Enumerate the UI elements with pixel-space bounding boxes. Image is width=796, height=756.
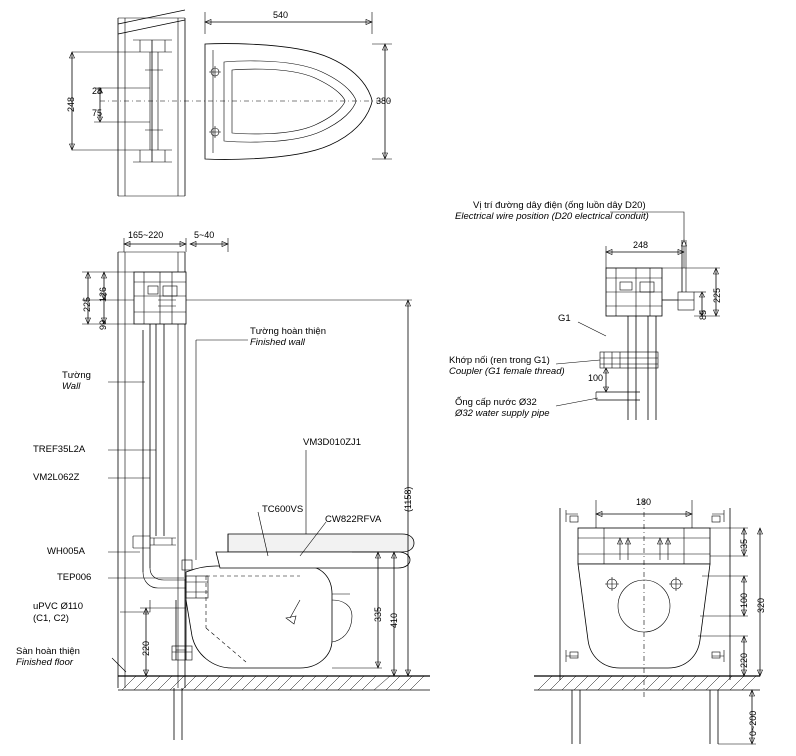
dim-side-220: 220 [141,640,151,656]
dim-front-220: 220 [739,652,749,668]
part-tc600vs: TC600VS [262,504,304,515]
dim-detail-100: 100 [588,373,604,383]
dim-side-126: 126 [98,286,108,302]
label-electrical-en: Electrical wire position (D20 electrical conduit) [455,211,649,222]
dim-side-335: 335 [373,606,383,622]
dim-top-248: 248 [66,96,76,112]
dim-detail-248: 248 [633,240,649,250]
label-upvc-2: (C1, C2) [33,613,69,624]
dim-top-75: 75 [92,108,103,118]
label-g1: G1 [558,313,571,324]
label-coupler-en: Coupler (G1 female thread) [449,366,565,377]
label-wall-en: Wall [62,381,81,392]
dim-side-5-40: 5~40 [194,230,215,240]
dim-side-225: 225 [82,296,92,312]
label-wall-vi: Tường [62,370,91,381]
dim-top-540: 540 [273,10,289,20]
part-wh005a: WH005A [47,546,86,557]
part-vm3d010zj1: VM3D010ZJ1 [303,437,362,448]
label-finished-wall-vi: Tường hoàn thiện [250,326,326,337]
dim-front-0-200: 0~200 [748,710,758,736]
dim-front-35: 35 [739,538,749,549]
dim-top-380: 380 [376,96,392,106]
dim-top-28: 28 [92,86,103,96]
label-electrical-vi: Vị trí đường dây điện (ống luồn dây D20) [473,200,646,211]
label-finished-wall-en: Finished wall [250,337,305,348]
dim-front-320: 320 [756,597,766,613]
dim-detail-225: 225 [712,287,722,303]
part-vm2l062z: VM2L062Z [33,472,80,483]
dim-side-99: 99 [98,319,108,330]
dim-front-100: 100 [739,592,749,608]
label-finished-floor-vi: Sàn hoàn thiện [16,646,80,657]
label-upvc-1: uPVC Ø110 [33,601,83,612]
label-coupler-vi: Khớp nối (ren trong G1) [449,355,550,366]
dim-side-410: 410 [389,612,399,628]
dim-side-1158: (1158) [403,486,413,512]
dim-front-180: 180 [636,497,652,507]
label-supply-vi: Ống cấp nước Ø32 [455,397,537,408]
dim-detail-85: 85 [698,309,708,320]
part-cw822rfva: CW822RFVA [325,514,382,525]
dim-side-165-220: 165~220 [128,230,164,240]
part-tep006: TEP006 [57,572,92,583]
part-tref35l2a: TREF35L2A [33,444,86,455]
label-finished-floor-en: Finished floor [16,657,74,668]
label-supply-en: Ø32 water supply pipe [455,408,550,419]
